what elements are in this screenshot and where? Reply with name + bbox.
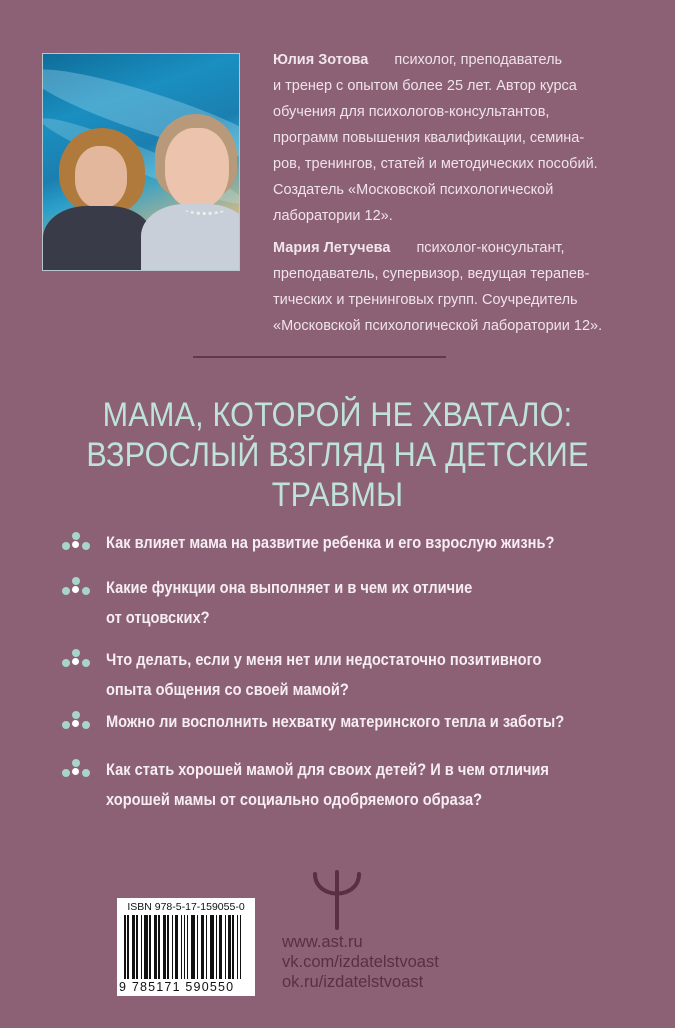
three-dots-bullet-icon	[62, 649, 90, 671]
authors-photo	[42, 53, 240, 271]
three-dots-bullet-icon	[62, 577, 90, 599]
link-ok[interactable]: ok.ru/izdatelstvoast	[282, 973, 424, 991]
link-vk[interactable]: vk.com/izdatelstvoast	[282, 953, 439, 971]
author-name: Юлия Зотова	[273, 52, 369, 68]
publisher-links	[282, 932, 439, 992]
link-website[interactable]: www.ast.ru	[282, 933, 363, 951]
isbn-barcode	[117, 898, 255, 996]
author-bio-letucheva: Мария Летучева психолог-консультант, преподаватель, супервизор, ведущая терапев- тических и тренинговых групп. Соучредитель «Московской психологической лаборатории 12».	[273, 240, 603, 334]
author-bio-zotova: Юлия Зотова психолог, преподаватель и тренер с опытом более 25 лет. Автор курса обучения для психологов-консультантов, программ повышения квалификации, семина- ров, тренингов, статей и методических пособий. Создатель «Московской психологической лаборатории 12».	[273, 52, 598, 224]
isbn-label: ISBN 978-5-17-159055-0	[127, 901, 245, 913]
three-dots-bullet-icon	[62, 711, 90, 733]
barcode-digits: 9 785171 590550	[119, 980, 235, 994]
three-dots-bullet-icon	[62, 759, 90, 781]
psi-icon	[309, 870, 365, 930]
book-title: МАМА, КОТОРОЙ НЕ ХВАТАЛО: ВЗРОСЛЫЙ ВЗГЛЯД НА ДЕТСКИЕ ТРАВМЫ	[86, 396, 589, 514]
three-dots-bullet-icon	[62, 532, 90, 554]
barcode-bars	[124, 915, 248, 979]
divider	[193, 356, 446, 358]
author-name: Мария Летучева	[273, 240, 391, 256]
